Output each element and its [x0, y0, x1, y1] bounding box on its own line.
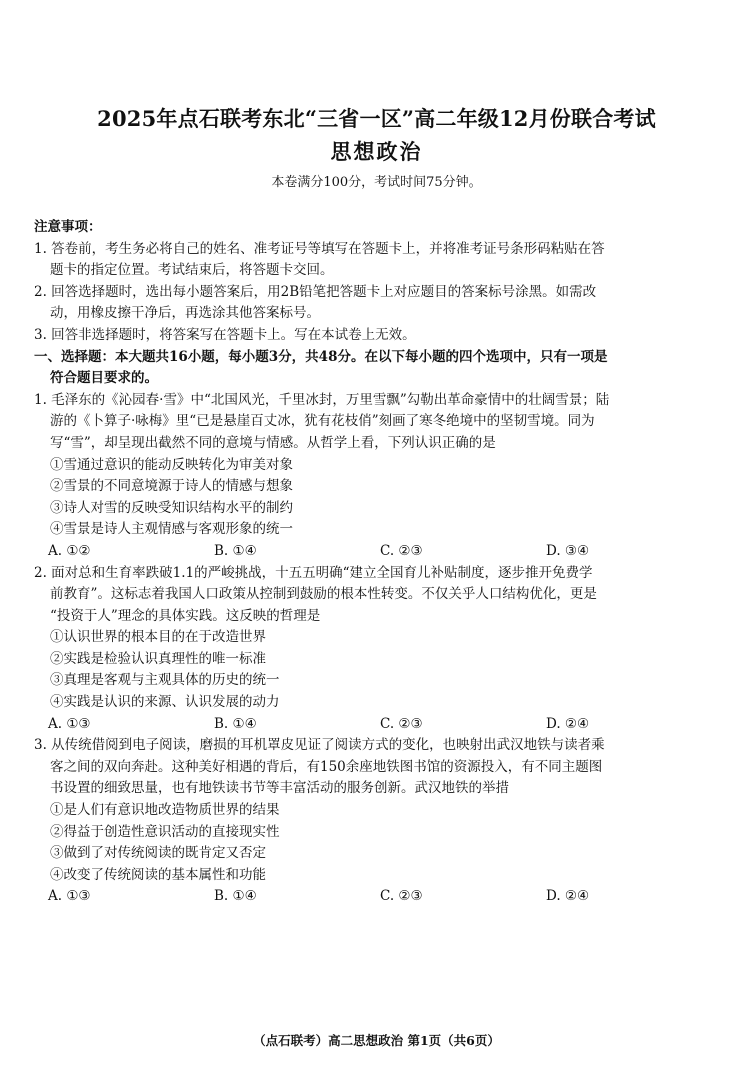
statement-option: ①雪通过意识的能动反映转化为审美对象: [50, 456, 293, 473]
answer-choices: [34, 886, 728, 908]
statement-option: ③诗人对雪的反映受知识结构水平的制约: [50, 499, 293, 516]
statement-option: ④实践是认识的来源、认识发展的动力: [50, 694, 280, 711]
choice-b: B. ①④: [214, 542, 257, 559]
subject-title: 思想政治: [330, 139, 423, 164]
statement-option: ④雪景是诗人主观情感与客观形象的统一: [50, 521, 293, 538]
choice-b: B. ①④: [214, 715, 257, 732]
note-1-line-1: 1. 答卷前，考生务必将自己的姓名、准考证号等填写在答题卡上，并将准考证号条形码粘贴在答: [34, 240, 605, 257]
notes-heading: 注意事项：: [34, 219, 102, 235]
choice-a: A. ①②: [48, 542, 91, 559]
choice-b: B. ①④: [214, 888, 257, 905]
answer-choices: [34, 541, 728, 563]
choice-a: A. ①③: [48, 888, 91, 905]
statement-option: ①是人们有意识地改造物质世界的结果: [50, 802, 280, 819]
statement-option: ②实践是检验认识真理性的唯一标准: [50, 650, 266, 667]
note-1-line-2: 题卡的指定位置。考试结束后，将答题卡交回。: [50, 262, 334, 279]
section-heading-cont: 符合题目要求的。: [50, 370, 158, 387]
page-footer: （点石联考）高二思想政治 第1页（共6页）: [253, 1033, 500, 1048]
question-stem-line: 3. 从传统借阅到电子阅读，磨损的耳机罩皮见证了阅读方式的变化，也映射出武汉地铁与读者乘: [34, 737, 605, 754]
answer-choices: [34, 714, 728, 736]
choice-c: C. ②③: [380, 542, 423, 559]
statement-option: ④改变了传统阅读的基本属性和功能: [50, 866, 266, 883]
choice-a: A. ①③: [48, 715, 91, 732]
exam-content: [34, 217, 728, 908]
question-stem-line: 书设置的细致思量，也有地铁读书节等丰富活动的服务创新。武汉地铁的举措: [50, 780, 509, 797]
question-3: [34, 735, 728, 908]
note-2-line-2: 动，用橡皮擦干净后，再选涂其他答案标号。: [50, 305, 320, 322]
statement-option: ②得益于创造性意识活动的直接现实性: [50, 823, 280, 840]
choice-d: D. ②④: [546, 715, 590, 732]
choice-d: D. ③④: [546, 542, 590, 559]
choice-c: C. ②③: [380, 888, 423, 905]
question-stem-line: 游的《卜算子·咏梅》里“已是悬崖百丈冰，犹有花枝俏”刻画了寒冬绝境中的坚韧雪境。同为: [50, 413, 595, 430]
question-stem-line: 2. 面对总和生育率跌破1.1的严峻挑战，十五五明确“建立全国育儿补贴制度，逐步推开免费学: [34, 564, 593, 581]
exam-info: 本卷满分100分，考试时间75分钟。: [271, 175, 482, 190]
question-1: [34, 390, 728, 563]
question-stem-line: 写“雪”，却呈现出截然不同的意境与情感。从哲学上看，下列认识正确的是: [50, 434, 496, 451]
statement-option: ③做到了对传统阅读的既肯定又否定: [50, 845, 266, 862]
question-stem-line: 1. 毛泽东的《沁园春·雪》中“北国风光，千里冰封，万里雪飘”勾勒出革命豪情中的壮阔雪景；陆: [34, 391, 610, 408]
choice-c: C. ②③: [380, 715, 423, 732]
exam-title: 2025年点石联考东北“三省一区”高二年级12月份联合考试: [97, 106, 656, 131]
note-2-line-1: 2. 回答选择题时，选出每小题答案后，用2B铅笔把答题卡上对应题目的答案标号涂黑。如需改: [34, 283, 597, 300]
choice-d: D. ②④: [546, 888, 590, 905]
question-stem-line: 前教育”。这标志着我国人口政策从控制到鼓励的根本性转变。不仅关乎人口结构优化，更是: [50, 586, 597, 603]
question-2: [34, 563, 728, 736]
section-heading: 一、选择题：本大题共16小题，每小题3分，共48分。在以下每小题的四个选项中，只有一项是: [34, 348, 608, 365]
statement-option: ③真理是客观与主观具体的历史的统一: [50, 672, 280, 689]
statement-option: ①认识世界的根本目的在于改造世界: [50, 629, 266, 646]
statement-option: ②雪景的不同意境源于诗人的情感与想象: [50, 478, 293, 495]
question-stem-line: “投资于人”理念的具体实践。这反映的哲理是: [50, 607, 321, 624]
note-3-line-1: 3. 回答非选择题时，将答案写在答题卡上。写在本试卷上无效。: [34, 326, 416, 343]
question-stem-line: 客之间的双向奔赴。这种美好相遇的背后，有150余座地铁图书馆的资源投入，有不同主题图: [50, 758, 603, 775]
